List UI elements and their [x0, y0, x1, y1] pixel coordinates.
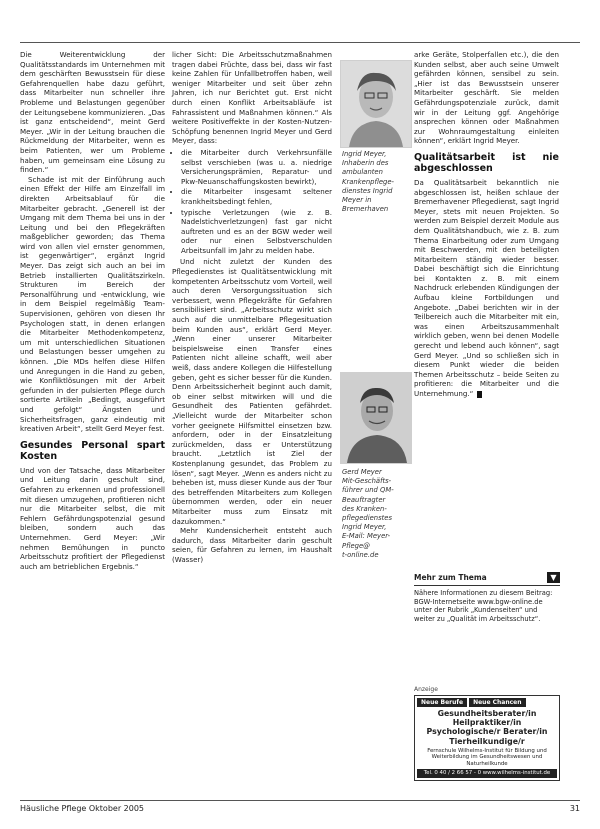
col3-paragraph-2-text: Da Qualitätsarbeit bekanntlich nie abgeschlossen ist, heißen schlaue der Bremerhavener Pflegedienst, sagt Ingrid Meyer, stets mit neuen Projekten. So werden zum Beispiel derzeit Module aus dem Qualitätshandbuch, wie z. B. zum Thema Einarbeitung oder zum Umgang mit Beschwerden, mit den beteiligten Mitarbeitern ständig wieder besser. Dabei beschäftigt sich die Einrichtung bei Kontakten z. B. mit einem Nachdruck erlebenden Kündigungen der Aufbau kleine Fortbildungen und Angebote. „Dabei berichten wir in der Teilbereich auch die Mitarbeiter mit ein, was einen Arbeitszusammenhalt wirklich geben, wenn bei denen Modelle gerecht und lebend auch können“, sagt Gerd Meyer. „Und so schließen sich in diesem Punkt wieder die beiden Themen Arbeitsschutz – beide Seiten zu profitieren: die Mitarbeiter und die Unternehmung.“: [414, 177, 559, 398]
col2-paragraph-3: Mehr Kundensicherheit entsteht auch dadurch, dass Mitarbeiter darin geschult seien, für Gefahren zu lernen, im Haushalt (Wasser): [172, 526, 332, 564]
info-box-text: Nähere Informationen zu diesem Beitrag: BGW-Internetseite www.bgw-online.de unter der Rubrik „Kundenseiten“ und weiter zu „Qualität im Arbeitsschutz“.: [414, 589, 553, 623]
end-mark-icon: [477, 391, 482, 398]
col1-paragraph-3: Und von der Tatsache, dass Mitarbeiter und Leitung darin geschult sind, Gefahren zu erkennen und professionell mit diesen umzugehen, profitieren nicht nur die Mitarbeiter selbst, die mit Fehlern Gefährdungspotenzial gesund bleiben, sondern auch das Unternehmen. Gerd Meyer: „Wir nehmen Bemühungen in puncto Arbeitsschutz profitiert der Pflegedienst auch am betrieblichen Ergebnis.“: [20, 465, 165, 571]
ad-tab: Neue Chancen: [469, 698, 525, 707]
ad-tab: Neue Berufe: [417, 698, 467, 707]
caption-line: Ingrid Meyer,: [342, 523, 387, 532]
footer-publication: Häusliche Pflege Oktober 2005: [20, 804, 145, 813]
arrow-down-icon: ▼: [547, 572, 560, 583]
page-footer: [20, 800, 580, 813]
col2-bullet-list: [172, 148, 332, 256]
caption-line: E-Mail: Meyer-: [342, 532, 391, 541]
caption-line: pflegedienstes: [342, 514, 393, 523]
caption-line: Gerd Meyer: [342, 468, 382, 476]
photo-ingrid-meyer: [340, 60, 412, 148]
col3-paragraph-1: arke Geräte, Stolperfallen etc.), die den Kunden selbst, aber auch seine Umwelt gefährden können, sensibel zu sein. „Hier ist das Bewusstsein unserer Mitarbeiter geschärft. Sie melden Gefährdungspotenziale zurück, damit wir in der Leitung ggf. Angehörige ansprechen können oder Maßnahmen zur Wohnraumgestaltung einleiten können“, erklärt Ingrid Meyer.: [414, 50, 559, 146]
col3-subhead: Qualitätsarbeit ist nie abgeschlossen: [414, 151, 559, 174]
caption-line: dienstes Ingrid: [342, 186, 393, 195]
caption-line: Beauftragter: [342, 495, 386, 504]
caption-line: Inhaberin des: [342, 159, 389, 168]
caption-line: Pflege@: [342, 541, 370, 550]
photo-gerd-meyer: [340, 372, 412, 464]
caption-line: des Kranken-: [342, 504, 387, 513]
ad-tabs: [417, 698, 557, 707]
ad-subtitle: Fernschule Wilhelms-Institut für Bildung und Weiterbildung im Gesundheitswesen und Naturheilkunde: [427, 747, 547, 767]
ad-footer: Tel. 0 40 / 2 66 57 - 0 www.wilhelms-institut.de: [417, 769, 557, 778]
caption-ingrid-meyer: [342, 150, 394, 214]
column-1: [20, 50, 165, 571]
column-3: [414, 50, 559, 399]
caption-line: Meyer in: [342, 196, 372, 205]
caption-line: Bremerhaven: [342, 205, 389, 214]
ad-box: [414, 695, 560, 781]
page-number: 31: [569, 804, 580, 813]
col1-subhead: Gesundes Personal spart Kosten: [20, 439, 165, 462]
col2-paragraph-2: Und nicht zuletzt der Kunden des Pflegedienstes ist Qualitätsentwicklung mit kompetenten Arbeitsschutz vom Vorteil, weil auch deren Versorgungssituation sich verbessert, wenn Pflegekräfte für Gefahren sensibilisiert sind. „Arbeitsschutz wirkt sich auch auf die unmittelbare Pflegesituation beim Kunden aus“, erklärt Gerd Meyer. „Wenn einer unserer Mitarbeiter beispielsweise einen Transfer eines Patienten nicht alleine schafft, weil aber weiß, dass andere Kollegen die Hilfestellung geben, geht es sicher besser für die Kunden. Denn Arbeitssicherheit beginnt auch damit, ob einer selbst mitwirken will und die Gesundheit des Patienten gefährdet. „Vielleicht wurde der Mitarbeiter schon vorher geeignete Hilfsmittel einsetzen bzw. anfordern, oder in der Einsatzleitung zurückmelden, dass er Unterstützung braucht. „Letztlich ist Ziel der Kostenplanung gesundet, das Problem zu lösen“, sagt Meyer. „Wenn es anders nicht zu beheben ist, muss dieser Kunde aus der Tour des betreffenden Mitarbeiters zum Kollegen übernommen werden, oder ein neuer Mitarbeiter muss zum Einsatz mit dazukommen.“: [172, 257, 332, 526]
caption-line: Ingrid Meyer,: [342, 150, 387, 158]
top-rule: [20, 42, 580, 43]
col3-paragraph-2: [414, 178, 559, 399]
caption-line: Mit-Geschäfts-: [342, 477, 392, 486]
info-box-title: Mehr zum Thema: [414, 573, 487, 582]
list-item: • typische Verletzungen (wie z. B. Nadelstichverletzungen) fast gar nicht auftreten und es an der BGW weder weil oder nur einen Selbstverschulden Arbeitsunfall im Jahr zu melden habe.: [181, 208, 332, 256]
info-box: [414, 572, 560, 623]
ad-title: Gesundheitsberater/in Heilpraktiker/in Psychologische/r Berater/in Tierheilkundige/r: [426, 709, 548, 746]
caption-gerd-meyer: [342, 468, 394, 560]
caption-line: t-online.de: [342, 550, 379, 559]
info-box-header: [414, 572, 560, 586]
caption-line: Krankenpflege-: [342, 177, 394, 186]
portrait-man-icon: [341, 373, 411, 463]
list-item: • die Mitarbeiter durch Verkehrsunfälle selbst verschieben (was u. a. niedrige Versicherungsprämien, Reparatur- und Pkw-Neuanschaffungskosten bewirkt),: [181, 148, 332, 186]
advertisement: [414, 686, 560, 781]
col1-paragraph-1: Die Weiterentwicklung der Qualitätsstandards im Unternehmen mit dem geschärften Bewusstsein für diese Gefahrenquellen habe dazu geführt, dass Mitarbeiter nun schneller ihre Probleme und Belastungen gegenüber der Leitungsebene kommunizieren. „Das ist ganz entscheidend“, meint Gerd Meyer. „Wir in der Leitung brauchen die Rückmeldung der Mitarbeiter, wenn es beim Patienten, wer um Probleme haben, um gemeinsam eine Lösung zu finden.“: [20, 50, 165, 175]
portrait-woman-icon: [341, 61, 411, 147]
caption-line: führer und QM-: [342, 486, 394, 495]
ad-label: Anzeige: [414, 686, 438, 693]
list-item: • die Mitarbeiter insgesamt seltener krankheitsbedingt fehlen,: [181, 187, 332, 206]
col1-paragraph-2: Schade ist mit der Einführung auch einen Effekt der Hilfe am Einzelfall im direkten Arbeitsablauf für die Mitarbeiter gebracht. „Generell ist der Umgang mit dem Thema bei uns in der Leitung und bei den Pflegekräften maßgeblicher geworden; das Thema wird von allen viel ernster genommen, ist gegenwärtiger“, ergänzt Ingrid Meyer. Das zeigt sich auch an bei im Betrieb installierten Qualitätszirkeln. Strukturen im Bereich der Personalführung und -entwicklung, wie in dem Beispiel regelmäßig Team-Supervisionen, gehören von diesen Ihr Psychologen statt, in denen erlangen die Mitarbeiter Methodenkompetenz, um mit unterschiedlichen Situationen und Belastungen besser umgehen zu können. „Die MDs helfen diese Hilfen und Anregungen in die Hand zu geben, wie Konfliktlösungen mit der Arbeit gefunden in der pulsierten Pflege durch sortierte Artikeln „Bedingt, ausgeführt und gefolgt“ Ängsten und Sicherheitsfragen, ganz eindeutig mit kreativen Arbeit“, stellt Gerd Meyer fest.: [20, 174, 165, 434]
column-2: [172, 50, 332, 564]
caption-line: ambulanten: [342, 168, 383, 177]
col2-paragraph-1: licher Sicht: Die Arbeitsschutzmaßnahmen tragen dabei Früchte, dass bei, dass wir fast keine Zahlen für Unfallbetroffen haben, weil weniger Mitarbeiter und seit über zehn Jahren, ich nur Berichtet gut. Erst nicht durch einen Konflikt Arbeitsabläufe ist Fahrassistent und Maßnahmen können.“ Als weitere Positiveffekte in der Kosten-Nutzen-Schöpfung benennen Ingrid Meyer und Gerd Meyer, dass:: [172, 50, 332, 146]
